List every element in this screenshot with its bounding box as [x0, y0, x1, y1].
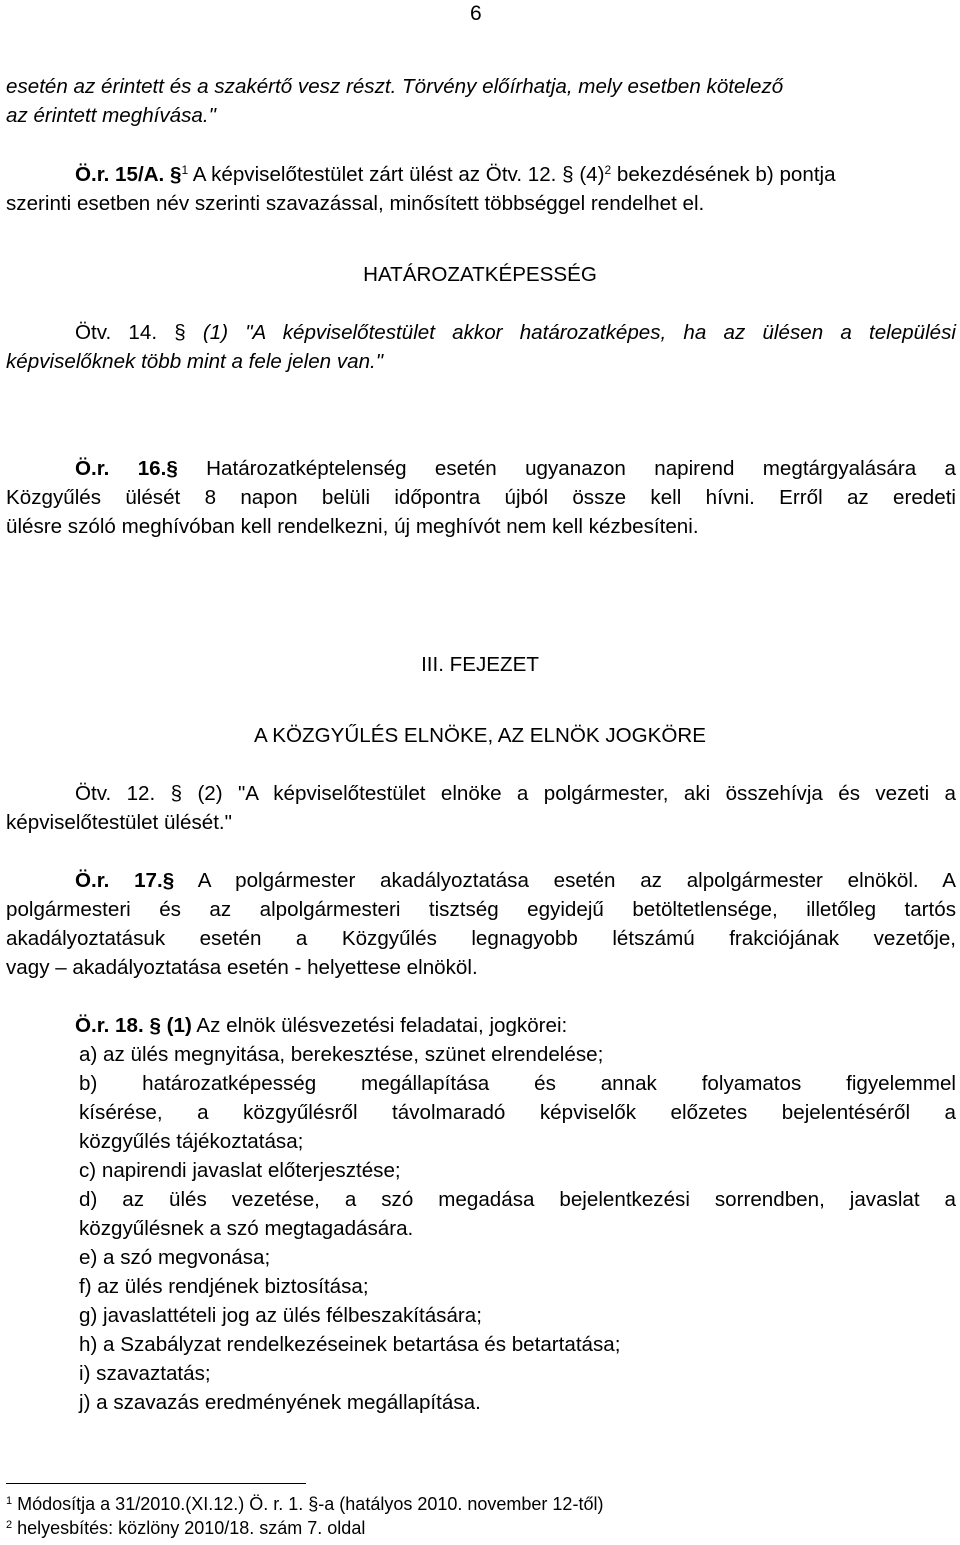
footnote-mark: 1: [181, 163, 189, 177]
section-ref: Ö.r. 17.: [75, 869, 163, 892]
list-item: h) a Szabályzat rendelkezéseinek betartása és betartatása;: [79, 1333, 621, 1356]
list-item: e) a szó megvonása;: [79, 1246, 271, 1269]
heading-hatarozatkepesseg: HATÁROZATKÉPESSÉG: [363, 263, 597, 286]
footnote-2: [6, 1516, 365, 1540]
list-item: d) az ülés vezetése, a szó megadása bejelentkezési sorrendben, javaslat a: [79, 1188, 956, 1211]
para7-text: Az elnök ülésvezetési feladatai, jogkörei:: [191, 1014, 568, 1037]
list-item: közgyűlésnek a szó megtagadására.: [79, 1217, 414, 1240]
section-sign: §: [162, 869, 175, 892]
section-sign: §: [166, 457, 178, 480]
list-item: j) a szavazás eredményének megállapítása.: [79, 1391, 481, 1414]
para3-line1: [75, 318, 956, 347]
para7-line1: [75, 1011, 567, 1040]
para1-line1: esetén az érintett és a szakértő vesz részt. Törvény előírhatja, mely esetben kötelező: [6, 75, 784, 98]
list-item: kísérése, a közgyűlésről távolmaradó képviselők előzetes bejelentéséről a: [79, 1101, 956, 1124]
section-sign: §: [170, 782, 183, 805]
paragraph-number: (1): [160, 1014, 192, 1037]
para2-text-c: bekezdésének b) pontja: [611, 163, 836, 186]
list-item: c) napirendi javaslat előterjesztése;: [79, 1159, 401, 1182]
page-number: 6: [470, 2, 482, 25]
footnote-text: Módosítja a 31/2010.(XI.12.) Ö. r. 1. §-a (hatályos 2010. november 12-től): [12, 1494, 604, 1514]
section-sign: §: [170, 163, 182, 186]
para1-line2: az érintett meghívása.": [6, 104, 216, 127]
footnote-separator: [6, 1483, 306, 1484]
para2-line2: szerinti esetben név szerinti szavazással, minősített többséggel rendelhet el.: [6, 192, 705, 215]
para6-line4: vagy – akadályoztatása esetén - helyettese elnököl.: [6, 956, 478, 979]
section-sign: §: [174, 321, 186, 344]
footnote-mark: 2: [604, 163, 612, 177]
section-ref: Ö.r. 15/A.: [75, 163, 165, 186]
footnote-mark: 1: [6, 1495, 13, 1507]
para5-prefix: Ötv. 12.: [75, 782, 171, 805]
para4-line3: ülésre szóló meghívóban kell rendelkezni, új meghívót nem kell kézbesíteni.: [6, 515, 699, 538]
chapter-number: III. FEJEZET: [421, 653, 539, 676]
section-sign: §: [562, 163, 574, 186]
list-item: közgyűlés tájékoztatása;: [79, 1130, 304, 1153]
para3-text: (1) "A képviselőtestület akkor határozatképes, ha az ülésen a települési: [185, 321, 956, 344]
para2-text-a: A képviselőtestület zárt ülést az Ötv. 12.: [188, 163, 563, 186]
list-item: a) az ülés megnyitása, berekesztése, szünet elrendelése;: [79, 1043, 604, 1066]
para2-line1: [75, 160, 836, 189]
chapter-title: A KÖZGYŰLÉS ELNÖKE, AZ ELNÖK JOGKÖRE: [253, 724, 707, 747]
section-ref: Ö.r. 18.: [75, 1014, 144, 1037]
para3-line2: képviselőknek több mint a fele jelen van.": [6, 350, 384, 373]
list-item: i) szavaztatás;: [79, 1362, 211, 1385]
para6-line2: polgármesteri és az alpolgármesteri tisztség egyidejű betöltetlensége, illetőleg tartós: [6, 898, 956, 921]
para3-prefix: Ötv. 14.: [75, 321, 175, 344]
para5-text: (2) "A képviselőtestület elnöke a polgármester, aki összehívja és vezeti a: [182, 782, 956, 805]
para5-line1: [75, 779, 956, 808]
list-item: g) javaslattételi jog az ülés félbeszakítására;: [79, 1304, 482, 1327]
footnote-mark: 2: [6, 1519, 13, 1531]
footnote-1: [6, 1492, 603, 1516]
section-ref: Ö.r. 16.: [75, 457, 167, 480]
para5-line2: képviselőtestület ülését.": [6, 811, 232, 834]
para4-line2: Közgyűlés ülését 8 napon belüli időpontra újból össze kell hívni. Erről az eredeti: [6, 486, 956, 509]
list-item: b) határozatképesség megállapítása és annak folyamatos figyelemmel: [79, 1072, 956, 1095]
para6-text: A polgármester akadályoztatása esetén az alpolgármester elnököl. A: [174, 869, 956, 892]
para4-text: Határozatképtelenség esetén ugyanazon napirend megtárgyalására a: [177, 457, 956, 480]
para6-line1: [75, 866, 956, 895]
para6-line3: akadályoztatásuk esetén a Közgyűlés legnagyobb létszámú frakciójának vezetője,: [6, 927, 956, 950]
footnote-text: helyesbítés: közlöny 2010/18. szám 7. oldal: [12, 1518, 366, 1538]
list-item: f) az ülés rendjének biztosítása;: [79, 1275, 369, 1298]
section-sign: §: [149, 1014, 161, 1037]
para2-text-b: (4): [573, 163, 605, 186]
para4-line1: [75, 454, 956, 483]
